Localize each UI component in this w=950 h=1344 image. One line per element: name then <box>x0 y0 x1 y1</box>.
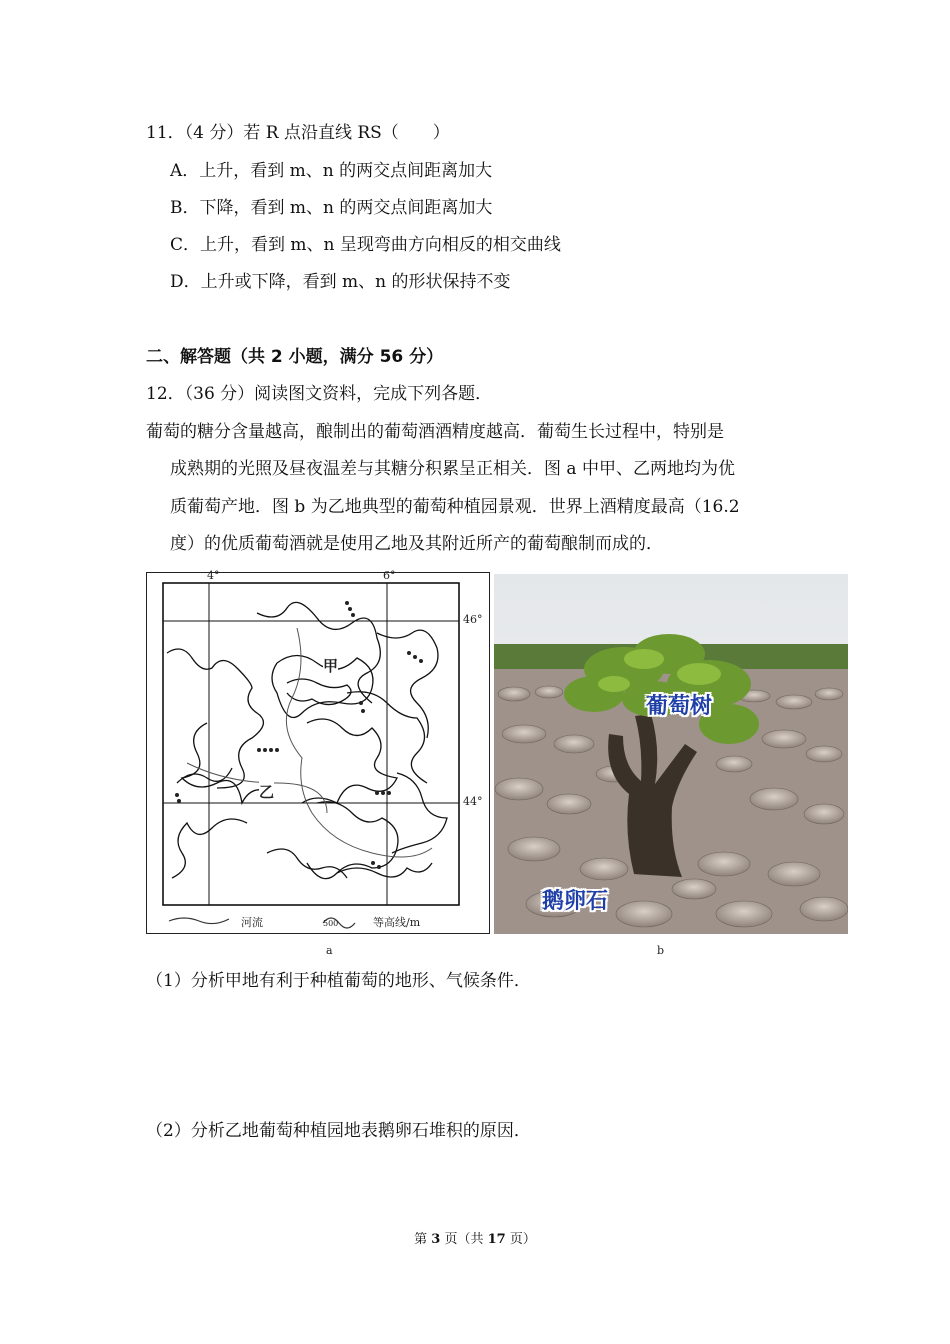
map-lat-bottom: 44° <box>463 795 483 808</box>
legend-contour-label: 等高线/m <box>373 916 421 929</box>
q11-option-b: B．下降，看到 m、n 的两交点间距离加大 <box>170 198 493 218</box>
footer-suffix: 页） <box>505 1232 536 1247</box>
section-title: 二、解答题（共 2 小题，满分 56 分） <box>146 347 444 367</box>
q12-para-line-4: 度）的优质葡萄酒就是使用乙地及其附近所产的葡萄酿制而成的． <box>170 534 663 554</box>
map-lon-left: 4° <box>207 569 220 582</box>
photo-illustration <box>494 574 848 934</box>
page-footer <box>0 1228 950 1247</box>
map-lon-right: 6° <box>383 569 396 582</box>
footer-middle: 页（共 <box>440 1232 488 1247</box>
q12-sub1: （1）分析甲地有利于种植葡萄的地形、气候条件． <box>146 971 531 991</box>
q12-sub2: （2）分析乙地葡萄种植园地表鹅卵石堆积的原因． <box>146 1121 531 1141</box>
q11-option-a: A．上升，看到 m、n 的两交点间距离加大 <box>170 161 493 181</box>
q12-para-line-3: 质葡萄产地．图 b 为乙地典型的葡萄种植园景观．世界上酒精度最高（16.2 <box>170 497 740 517</box>
figure-b-caption: b <box>657 944 665 957</box>
photo-label-stone: 鹅卵石 <box>542 889 609 914</box>
legend-river-label: 河流 <box>241 916 263 929</box>
map-lat-top: 46° <box>463 613 483 626</box>
footer-total-pages: 17 <box>487 1232 506 1247</box>
footer-prefix: 第 <box>414 1232 432 1247</box>
q12-para-line-1: 葡萄的糖分含量越高，酿制出的葡萄酒酒精度越高．葡萄生长过程中，特别是 <box>146 422 724 442</box>
figure-b-photo <box>494 574 848 934</box>
map-legend-symbols <box>147 909 489 933</box>
photo-label-tree: 葡萄树 <box>646 694 713 719</box>
map-place-jia: 甲 <box>323 657 339 675</box>
figure-a-map <box>146 569 490 934</box>
q11-stem: 11．（4 分）若 R 点沿直线 RS（ ） <box>146 123 450 143</box>
q12-para-line-2: 成熟期的光照及昼夜温差与其糖分积累呈正相关．图 a 中甲、乙两地均为优 <box>170 459 735 479</box>
q11-option-d: D．上升或下降，看到 m、n 的形状保持不变 <box>170 272 511 292</box>
map-place-yi: 乙 <box>259 783 275 801</box>
legend-contour-value: 500 <box>323 919 339 928</box>
q11-option-c: C．上升，看到 m、n 呈现弯曲方向相反的相交曲线 <box>170 235 561 255</box>
footer-page-number: 3 <box>431 1232 441 1247</box>
map-drawing <box>147 573 489 933</box>
figure-a-caption: a <box>326 944 333 957</box>
q12-stem: 12．（36 分）阅读图文资料，完成下列各题． <box>146 384 493 404</box>
